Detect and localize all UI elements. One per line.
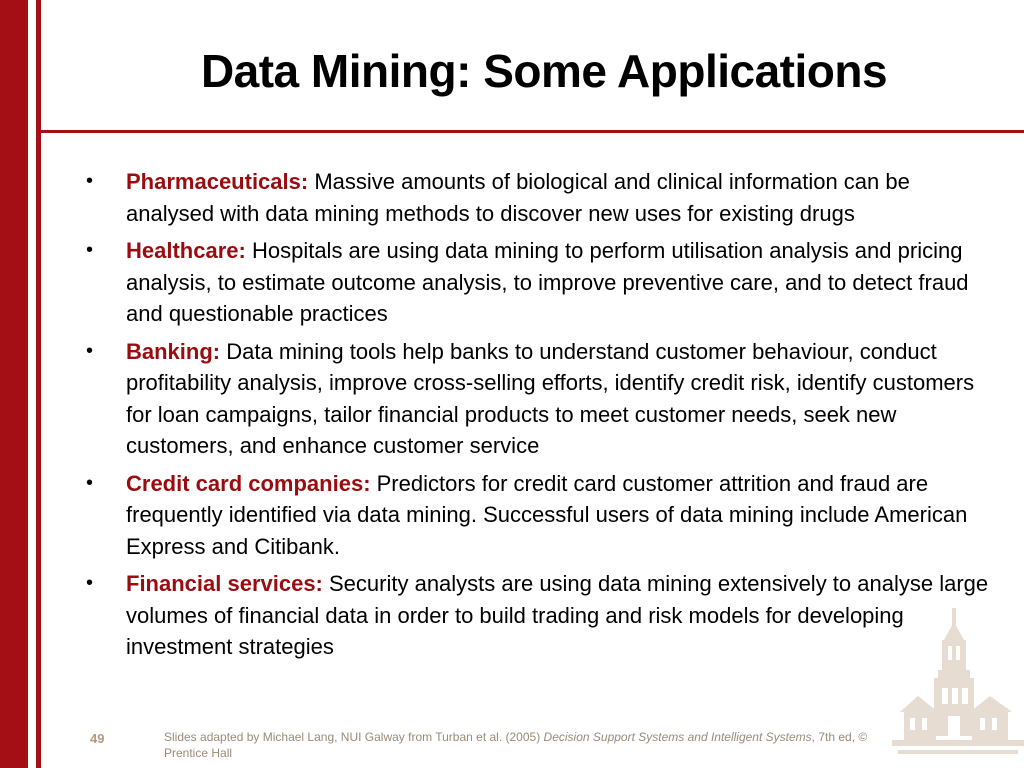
bullet-list — [86, 166, 996, 669]
bullet-term: Banking: — [126, 338, 221, 364]
footer-credit — [164, 729, 884, 761]
bullet-dot: • — [86, 471, 94, 494]
footer-credit-suffix: , 7th ed, © Prentice Hall — [164, 730, 868, 760]
bullet-term: Pharmaceuticals: — [126, 169, 309, 194]
list-item — [86, 336, 996, 462]
bullet-dot: • — [86, 170, 94, 192]
bullet-term: Healthcare: — [126, 238, 246, 263]
bullet-dot: • — [86, 239, 94, 261]
bullet-text: Massive amounts of biological and clinical information can be analysed with data mining methods to discover new uses for existing drugs — [126, 169, 910, 226]
title-divider — [36, 130, 1024, 133]
footer-book-title: Decision Support Systems and Intelligent Systems — [543, 730, 812, 744]
bullet-term: Financial services: — [126, 571, 323, 596]
left-accent-line — [36, 0, 41, 768]
bullet-text: Data mining tools help banks to understand customer behaviour, conduct profitability analysis, improve cross-selling efforts, identify credit risk, identify customers for loan campaigns, tailor financial products to meet customer needs, seek new customers, and enhance customer service — [126, 338, 975, 458]
bullet-dot: • — [86, 339, 94, 362]
page-number: 49 — [90, 731, 105, 746]
bullet-text: Security analysts are using data mining extensively to analyse large volumes of financial data in order to build trading and risk models for developing investment strategies — [126, 571, 989, 659]
bullet-dot: • — [86, 572, 94, 594]
list-item — [86, 468, 996, 563]
list-item — [86, 166, 996, 229]
university-building-watermark-icon — [892, 600, 1024, 768]
bullet-text: Predictors for credit card customer attrition and fraud are frequently identified via data mining. Successful users of data mining include American Express and Citibank. — [126, 470, 968, 559]
bullet-term: Credit card companies: — [126, 470, 371, 496]
left-accent-bar — [0, 0, 28, 768]
slide-title: Data Mining: Some Applications — [200, 45, 888, 97]
list-item — [86, 568, 996, 663]
bullet-text: Hospitals are using data mining to perform utilisation analysis and pricing analysis, to estimate outcome analysis, to improve preventive care, and to detect fraud and questionable practices — [126, 238, 969, 326]
footer-credit-prefix: Slides adapted by Michael Lang, NUI Galway from Turban et al. (2005) — [164, 730, 544, 744]
list-item — [86, 235, 996, 330]
